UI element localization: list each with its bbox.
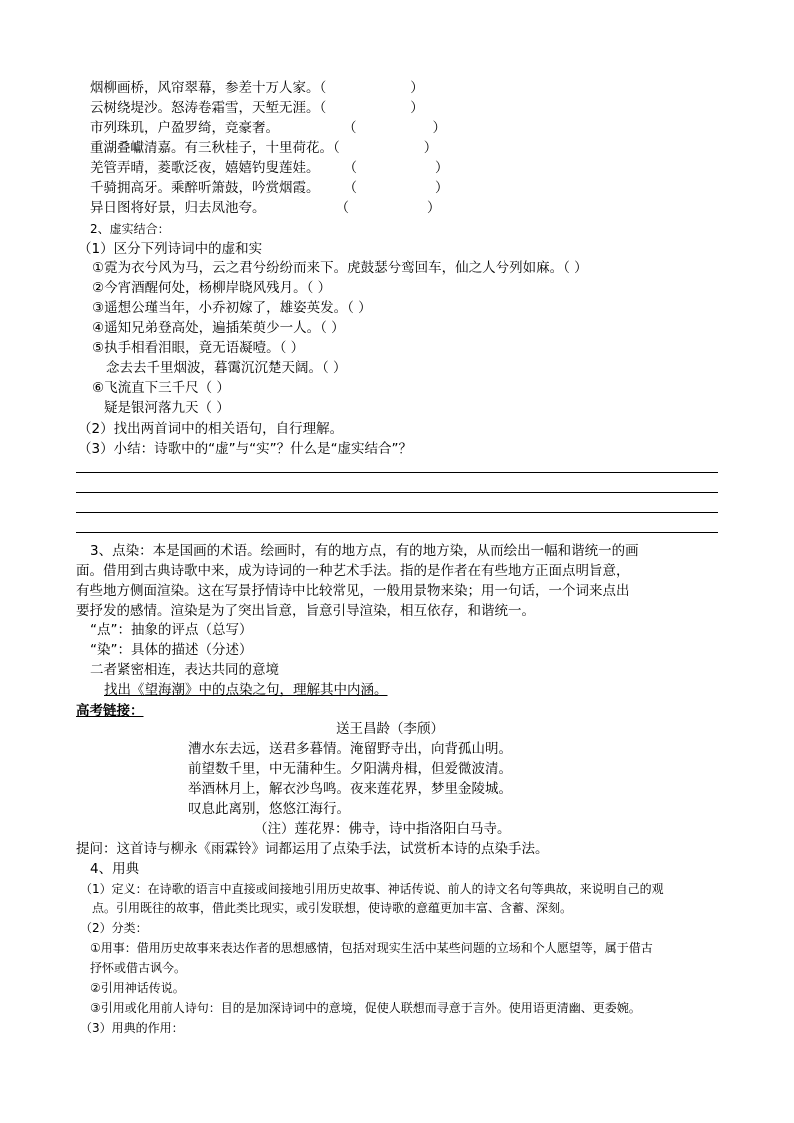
gaokao-heading: 高考链接：	[76, 703, 144, 719]
xushi-question-3: （3）小结：诗歌中的“虚”与“实”？什么是“虚实结合”？	[78, 441, 413, 457]
poem-line-4: 重湖叠巘清嘉。有三秋桂子，十里荷花。（ ）	[90, 140, 438, 156]
dianran-both: 二者紧密相连，表达共同的意境	[90, 662, 279, 678]
xushi-item-3: ③遥想公瑾当年，小乔初嫁了，雄姿英发。（ ）	[92, 300, 372, 316]
gaokao-poem-line-3: 举酒林月上，解衣沙鸟鸣。夜来莲花界，梦里金陵城。	[188, 781, 512, 797]
yongdian-def-1: （1）定义：在诗歌的语言中直接或间接地引用历史故事、神话传说、前人的诗文名句等典故，来说明自己的观	[80, 882, 664, 896]
answer-line-2[interactable]	[76, 492, 718, 493]
section-heading-xushi: 2、虚实结合：	[90, 222, 170, 236]
gaokao-poem-line-2: 前望数千里，中无蒲种生。夕阳满舟楫，但爱微波清。	[188, 761, 512, 777]
yongdian-class-1b: 抒怀或借古讽今。	[90, 961, 187, 975]
xushi-item-4: ④遥知兄弟登高处，遍插茱萸少一人。（ ）	[92, 320, 345, 336]
gaokao-question: 提问：这首诗与柳永《雨霖铃》词都运用了点染手法，试赏析本诗的点染手法。	[76, 841, 549, 857]
yongdian-class-3: ③引用或化用前人诗句：目的是加深诗词中的意境，促使人联想而寻意于言外。使用语更清幽、更委婉。	[90, 1001, 641, 1015]
answer-line-4[interactable]	[76, 532, 718, 533]
yongdian-class-1a: ①用事：借用历史故事来表达作者的思想感情，包括对现实生活中某些问题的立场和个人愿望等，属于借古	[90, 941, 653, 955]
yongdian-class-2: ②引用神话传说。	[90, 981, 185, 995]
dianran-para-2: 面。借用到古典诗歌中来，成为诗词的一种艺术手法。指的是作者在有些地方正面点明旨意，	[76, 563, 630, 579]
answer-line-1[interactable]	[76, 472, 718, 473]
xushi-item-6b: 疑是银河落九天（ ）	[104, 400, 230, 416]
xushi-question-2: （2）找出两首词中的相关语句，自行理解。	[78, 421, 344, 437]
answer-line-3[interactable]	[76, 512, 718, 513]
poem-line-6: 千骑拥高牙。乘醉听箫鼓，吟赏烟霞。 （ ）	[90, 180, 449, 196]
poem-line-7: 异日图将好景，归去凤池夸。 （ ）	[90, 200, 441, 216]
gaokao-note: （注）莲花界：佛寺，诗中指洛阳白马寺。	[254, 821, 511, 837]
dianran-para-3: 有些地方侧面渲染。这在写景抒情诗中比较常见，一般用景物来染；用一句话，一个词来点出	[76, 583, 630, 599]
xushi-item-1: ①霓为衣兮风为马，云之君兮纷纷而来下。虎鼓瑟兮鸾回车，仙之人兮列如麻。（ ）	[92, 260, 588, 276]
xushi-item-5b: 念去去千里烟波，暮霭沉沉楚天阔。（ ）	[106, 360, 347, 376]
yongdian-heading: 4、用典	[90, 861, 140, 877]
dianran-ran: “染”：具体的描述（分述）	[90, 642, 253, 658]
poem-line-2: 云树绕堤沙。怒涛卷霜雪，天堑无涯。（ ）	[90, 100, 424, 116]
dianran-task: 找出《望海潮》中的点染之句，理解其中内涵。	[104, 682, 388, 698]
xushi-item-5: ⑤执手相看泪眼，竟无语凝噎。（ ）	[92, 340, 305, 356]
gaokao-poem-title: 送王昌龄（李颀）	[336, 721, 444, 737]
gaokao-poem-line-1: 漕水东去远，送君多暮情。淹留野寺出，向背孤山明。	[188, 741, 512, 757]
gaokao-poem-line-4: 叹息此离别，悠悠江海行。	[188, 801, 350, 817]
poem-line-5: 羌管弄晴，菱歌泛夜，嬉嬉钓叟莲娃。 （ ）	[90, 160, 449, 176]
xushi-question-1: （1）区分下列诗词中的虚和实	[78, 241, 263, 257]
yongdian-effect: （3）用典的作用：	[80, 1021, 184, 1035]
xushi-item-2: ②今宵酒醒何处，杨柳岸晓风残月。（ ）	[92, 280, 332, 296]
dianran-para-4: 要抒发的感情。渲染是为了突出旨意，旨意引导渲染，相互依存，和谐统一。	[76, 603, 535, 619]
poem-line-1: 烟柳画桥，风帘翠幕，参差十万人家。（ ）	[90, 80, 424, 96]
yongdian-classification: （2）分类：	[80, 921, 148, 935]
dianran-para-1: 3、点染：本是国画的术语。绘画时，有的地方点，有的地方染，从而绘出一幅和谐统一的画	[90, 543, 639, 559]
poem-line-3: 市列珠玑，户盈罗绮，竞豪奢。 （ ）	[90, 120, 446, 136]
yongdian-def-2: 点。引用既往的故事，借此类比现实，或引发联想，使诗歌的意蕴更加丰富、含蓄、深刻。	[92, 901, 573, 915]
xushi-item-6: ⑥飞流直下三千尺（ ）	[92, 380, 230, 396]
dianran-dian: “点”：抽象的评点（总写）	[90, 622, 253, 638]
